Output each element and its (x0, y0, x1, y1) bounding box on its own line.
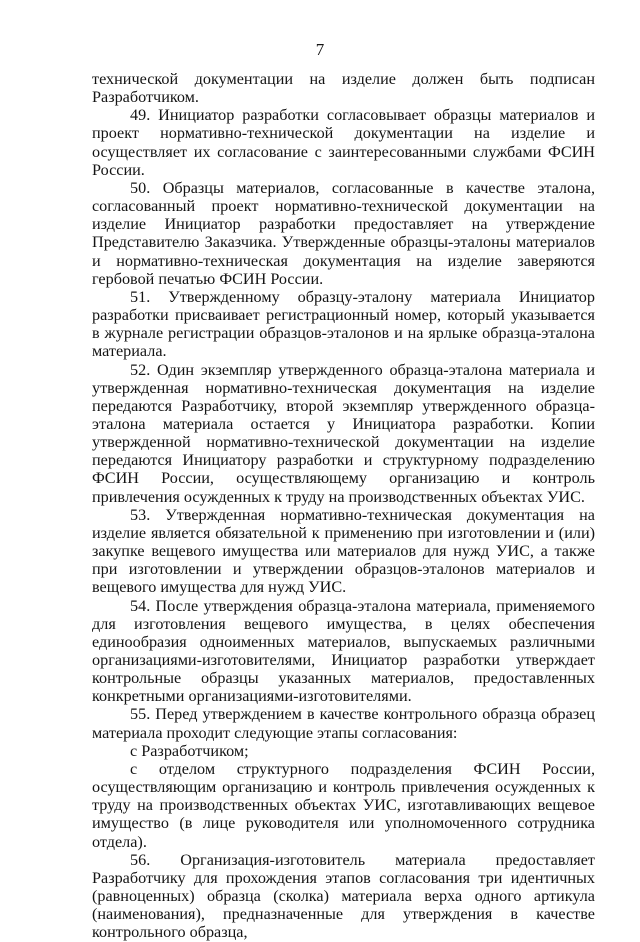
paragraph-51: 51. Утвержденному образцу-эталону материала Инициатор разработки присваивает регистрационный номер, который указывается в журнале регистрации образцов-эталонов и на ярлыке образца-эталона материала. (92, 287, 595, 361)
paragraph-53: 53. Утвержденная нормативно-техническая документация на изделие является обязательной к применению при изготовлении и (или) закупке вещевого имущества или материалов для нужд УИС, а также при изготовлении и утверждении образцов-эталонов материалов и вещевого имущества для нужд УИС. (92, 505, 595, 597)
paragraph-55-item-2: с отделом структурного подразделения ФСИН России, осуществляющим организацию и контроль привлечения осужденных к труду на производственных объектах УИС, изготавливающих вещевое имущество (в лице руководителя или уполномоченного сотрудника отдела). (92, 759, 595, 851)
paragraph-56: 56. Организация-изготовитель материала предоставляет Разработчику для прохождения этапов согласования три идентичных (равноценных) образца (сколка) материала верха одного артикула (наименования), предназначенные для утверждения в качестве контрольного образца, (92, 850, 595, 942)
paragraph-54: 54. После утверждения образца-эталона материала, применяемого для изготовления вещевого имущества, в целях обеспечения единообразия одноименных материалов, выпускаемых различными организациями-изготовителями, Инициатор разработки утверждает контрольные образцы указанных материалов, предоставленных конкретными организациями-изготовителями. (92, 596, 595, 706)
paragraph-55: 55. Перед утверждением в качестве контрольного образца образец материала проходит следующие этапы согласования: (92, 705, 595, 742)
paragraph-49: 49. Инициатор разработки согласовывает образцы материалов и проект нормативно-технической документации на изделие и осуществляет их согласование с заинтересованными службами ФСИН России. (92, 106, 595, 179)
paragraph-55-item-1: с Разработчиком; (130, 741, 249, 760)
paragraph-continuation: технической документации на изделие должен быть подписан Разработчиком. (92, 70, 595, 107)
paragraph-50: 50. Образцы материалов, согласованные в качестве эталона, согласованный проект нормативно-технической документации на изделие Инициатор разработки предоставляет на утверждение Представителю Заказчика. Утвержденные образцы-эталоны материалов и нормативно-техническая документация на изделие заверяются гербовой печатью ФСИН России. (92, 178, 595, 288)
document-body (92, 70, 595, 942)
page-number: 7 (315, 40, 325, 59)
paragraph-52: 52. Один экземпляр утвержденного образца-эталона материала и утвержденная нормативно-техническая документация на изделие передаются Разработчику, второй экземпляр утвержденного образца-эталона материала остается у Инициатора разработки. Копии утвержденной нормативно-технической документации на изделие передаются Инициатору разработки и структурному подразделению ФСИН России, осуществляющему организацию и контроль привлечения осужденных к труду на производственных объектах УИС. (92, 360, 595, 506)
